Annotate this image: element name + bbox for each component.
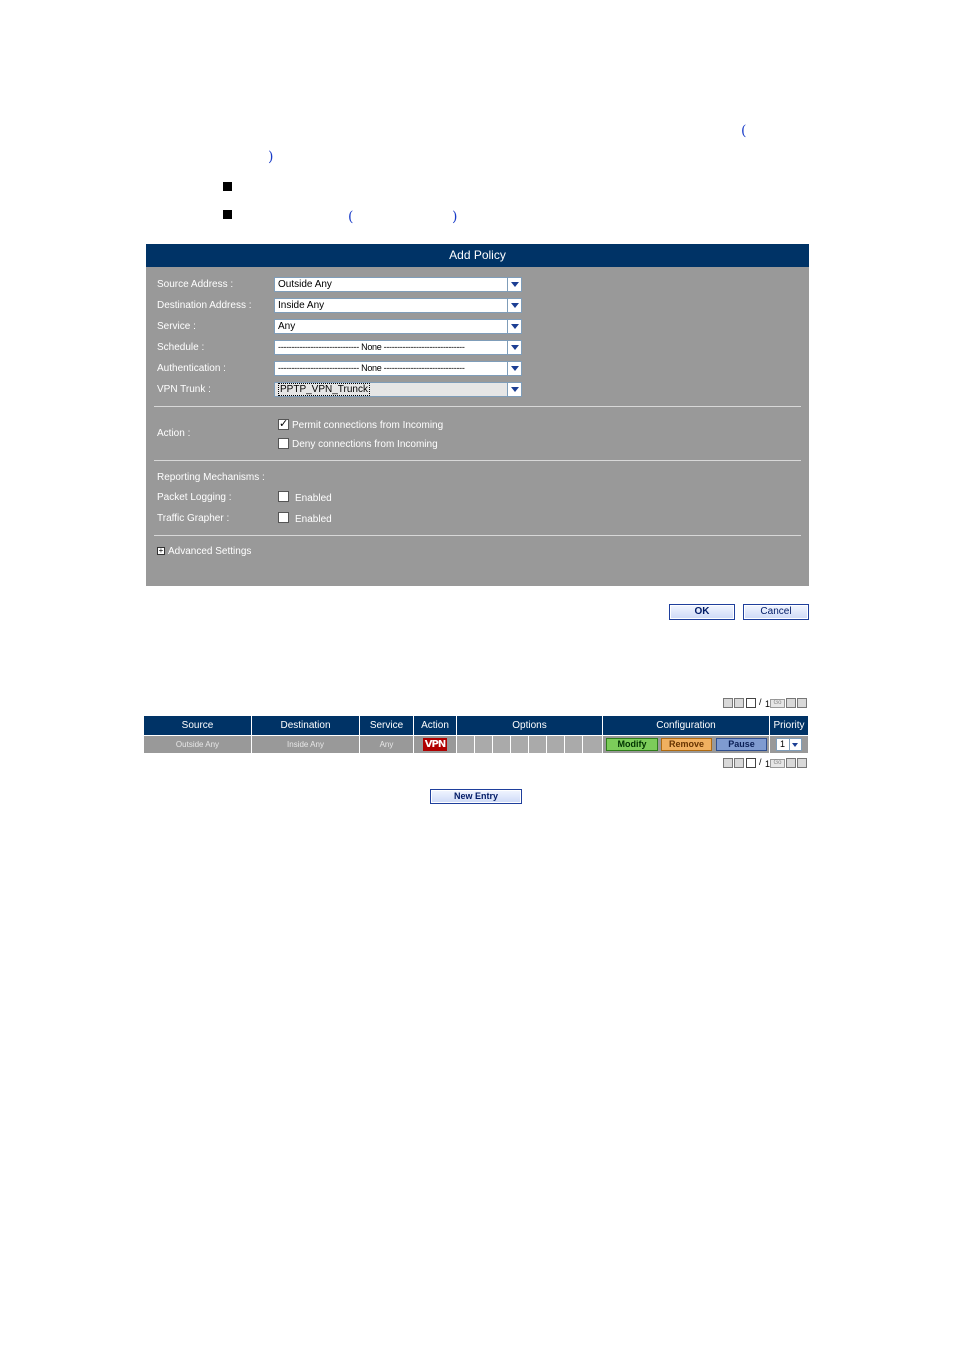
- option-cell: [475, 736, 493, 753]
- service-select[interactable]: Any: [274, 319, 521, 334]
- packet-logging-label: Packet Logging :: [157, 492, 232, 503]
- chevron-down-icon[interactable]: [507, 340, 522, 355]
- chevron-down-icon[interactable]: [507, 319, 522, 334]
- cell-service: Any: [360, 736, 414, 753]
- section-divider: [154, 535, 801, 536]
- go-button[interactable]: Go: [770, 759, 785, 768]
- col-source: Source: [144, 716, 252, 735]
- option-cell: [529, 736, 547, 753]
- page-number-input[interactable]: [746, 758, 756, 768]
- panel-title: Add Policy: [146, 244, 809, 267]
- next-page-icon[interactable]: [786, 698, 796, 708]
- modify-button[interactable]: Modify: [606, 738, 658, 751]
- col-configuration: Configuration: [603, 716, 770, 735]
- new-entry-button[interactable]: New Entry: [430, 789, 522, 804]
- go-button[interactable]: Go: [770, 699, 785, 708]
- cell-source: Outside Any: [144, 736, 252, 753]
- first-page-icon[interactable]: [723, 698, 733, 708]
- destination-address-select[interactable]: Inside Any: [274, 298, 521, 313]
- destination-address-label: Destination Address :: [157, 300, 252, 311]
- remove-button[interactable]: Remove: [661, 738, 712, 751]
- authentication-select[interactable]: ------------------------------ None ------------------------------: [274, 361, 521, 376]
- source-address-select[interactable]: Outside Any: [274, 277, 521, 292]
- col-destination: Destination: [252, 716, 360, 735]
- chevron-down-icon[interactable]: [507, 382, 522, 397]
- schedule-label: Schedule :: [157, 342, 205, 353]
- next-page-icon[interactable]: [786, 758, 796, 768]
- packet-logging-enabled-label: Enabled: [295, 493, 332, 504]
- prev-page-icon[interactable]: [734, 758, 744, 768]
- page-number-input[interactable]: [746, 698, 756, 708]
- priority-select[interactable]: [776, 738, 802, 751]
- last-page-icon[interactable]: [797, 758, 807, 768]
- section-divider: [154, 460, 801, 461]
- action-label: Action :: [157, 428, 191, 439]
- authentication-label: Authentication :: [157, 363, 226, 374]
- col-action: Action: [414, 716, 457, 735]
- deny-checkbox[interactable]: [278, 438, 289, 449]
- prev-page-icon[interactable]: [734, 698, 744, 708]
- vpn-trunk-label: VPN Trunk :: [157, 384, 211, 395]
- add-policy-form: [146, 267, 809, 586]
- option-cell: [493, 736, 511, 753]
- page-separator: /: [759, 697, 762, 707]
- advanced-settings-link[interactable]: Advanced Settings: [168, 546, 252, 557]
- option-cell: [565, 736, 583, 753]
- col-priority: Priority: [770, 716, 808, 735]
- col-service: Service: [360, 716, 414, 735]
- vpn-trunk-select[interactable]: PPTP_VPN_Trunck: [274, 382, 521, 397]
- priority-value: 1: [780, 739, 786, 749]
- packet-logging-checkbox[interactable]: [278, 491, 289, 502]
- cell-destination: Inside Any: [252, 736, 360, 753]
- bullet-marker-2: [223, 210, 232, 219]
- paren-open-1: (: [741, 123, 747, 139]
- chevron-down-icon[interactable]: [507, 361, 522, 376]
- traffic-grapher-enabled-label: Enabled: [295, 514, 332, 525]
- caret: [792, 743, 798, 747]
- schedule-select[interactable]: ------------------------------ None ------------------------------: [274, 340, 521, 355]
- ok-button[interactable]: OK: [669, 604, 735, 620]
- permit-label: Permit connections from Incoming: [292, 420, 444, 431]
- reporting-mechanisms-label: Reporting Mechanisms :: [157, 472, 265, 483]
- vpn-action-icon: VPN: [424, 739, 446, 750]
- paren-close-2: ): [452, 209, 458, 225]
- chevron-down-icon[interactable]: [507, 298, 522, 313]
- option-cell: [547, 736, 565, 753]
- page-separator: /: [759, 757, 762, 767]
- total-pages: 1: [765, 699, 771, 709]
- traffic-grapher-label: Traffic Grapher :: [157, 513, 230, 524]
- pagination-top: [723, 698, 809, 709]
- option-cell: [511, 736, 529, 753]
- bullet-marker-1: [223, 182, 232, 191]
- total-pages: 1: [765, 759, 771, 769]
- permit-checkbox[interactable]: [278, 419, 289, 430]
- service-label: Service :: [157, 321, 196, 332]
- col-options: Options: [457, 716, 603, 735]
- section-divider: [154, 406, 801, 407]
- traffic-grapher-checkbox[interactable]: [278, 512, 289, 523]
- pause-button[interactable]: Pause: [716, 738, 767, 751]
- paren-open-2: (: [348, 209, 354, 225]
- pagination-bottom: [723, 758, 809, 769]
- chevron-down-icon[interactable]: [507, 277, 522, 292]
- deny-label: Deny connections from Incoming: [292, 439, 438, 450]
- option-cell: [457, 736, 475, 753]
- first-page-icon[interactable]: [723, 758, 733, 768]
- cancel-button[interactable]: Cancel: [743, 604, 809, 620]
- option-cell: [583, 736, 603, 753]
- last-page-icon[interactable]: [797, 698, 807, 708]
- source-address-label: Source Address :: [157, 279, 234, 290]
- paren-close-1: ): [268, 149, 274, 165]
- expand-plus-icon[interactable]: +: [158, 546, 164, 555]
